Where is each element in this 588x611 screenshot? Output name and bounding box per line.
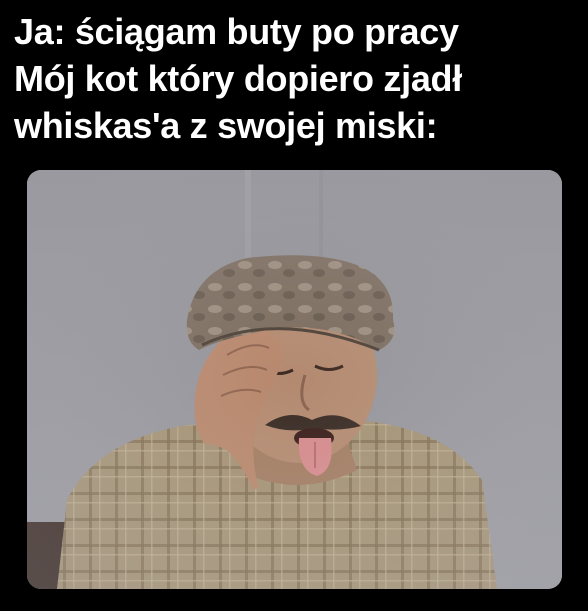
meme-caption bbox=[14, 8, 584, 149]
meme-photo bbox=[27, 170, 562, 589]
caption-line-2: Mój kot który dopiero zjadł bbox=[14, 58, 462, 99]
caption-line-1: Ja: ściągam buty po pracy bbox=[14, 11, 459, 52]
caption-line-3: whiskas'a z swojej miski: bbox=[14, 105, 438, 146]
photo-illustration bbox=[27, 170, 562, 589]
